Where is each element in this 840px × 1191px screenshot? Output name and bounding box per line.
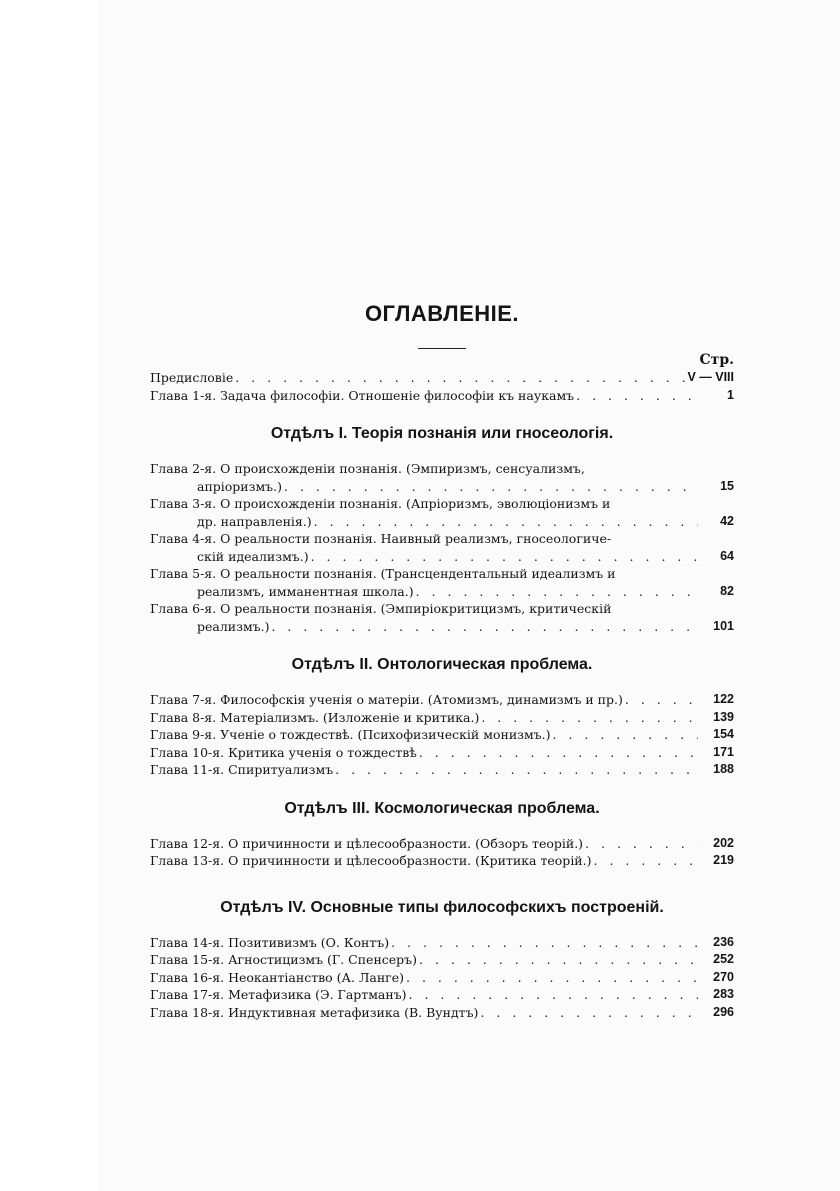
toc-entry-page: 188 — [713, 762, 734, 776]
toc-entry-line — [150, 761, 700, 779]
toc-entry[interactable] — [150, 387, 734, 405]
toc-entry-page: 1 — [727, 387, 734, 402]
toc-entry-text — [150, 600, 700, 635]
page-column-label: Стр. — [699, 352, 734, 368]
toc-entry-label: Глава 11-я. Спиритуализмъ — [150, 762, 334, 777]
dot-leader — [271, 618, 698, 636]
toc-entry-text — [150, 852, 700, 870]
toc-entry-text — [150, 709, 700, 727]
section-heading: Отдѣлъ I. Теорія познанія или гносеологія. — [270, 425, 614, 442]
toc-entry[interactable] — [150, 761, 734, 779]
toc-entry-page: 171 — [713, 744, 734, 759]
dot-leader — [576, 387, 698, 405]
section-spacer — [150, 444, 734, 460]
toc-entry-text — [150, 495, 700, 530]
toc-entry[interactable] — [150, 969, 734, 987]
dot-leader — [416, 583, 698, 601]
toc-entry-page: 283 — [713, 987, 734, 1001]
toc-entry-label: реализмъ, имманентная школа.) — [197, 583, 414, 599]
toc-entry-line — [150, 969, 700, 987]
toc-entry-label: апріоризмъ.) — [197, 478, 282, 494]
toc-entry-line — [150, 934, 700, 952]
toc-entry-label: Глава 4-я. О реальности познанія. Наивный реализмъ, гносеологиче- — [150, 531, 612, 546]
toc-entry-label: скій идеализмъ.) — [197, 548, 309, 564]
dot-leader — [409, 986, 698, 1004]
dot-leader — [406, 969, 698, 987]
front-matter-list — [150, 369, 734, 404]
toc-entry-label: Глава 6-я. О реальности познанія. (Эмпиріокритицизмъ, критическій — [150, 601, 612, 616]
toc-entry-line — [150, 478, 700, 496]
toc-entry[interactable] — [150, 951, 734, 969]
toc-entry-text — [150, 387, 700, 405]
toc-entry[interactable] — [150, 530, 734, 565]
toc-entry-page: 101 — [713, 618, 734, 633]
toc-entry[interactable] — [150, 460, 734, 495]
toc-entry-line — [150, 460, 700, 478]
toc-entry-label: Глава 7-я. Философскія ученія о матеріи. (Атомизмъ, динамизмъ и пр.) — [150, 692, 623, 707]
section-entry-list — [150, 835, 734, 870]
toc-entry-line — [150, 387, 700, 405]
dot-leader — [311, 548, 698, 566]
section-spacer — [150, 675, 734, 691]
section-entry-list — [150, 934, 734, 1022]
toc-entry-text — [150, 744, 700, 762]
toc-entry-label: Глава 17-я. Метафизика (Э. Гартманъ) — [150, 987, 407, 1002]
section-spacer — [150, 635, 734, 655]
toc-entry-text — [150, 835, 700, 853]
toc-entry-label: Глава 8-я. Матеріализмъ. (Изложеніе и критика.) — [150, 709, 480, 725]
dot-leader — [419, 951, 698, 969]
toc-entry[interactable] — [150, 495, 734, 530]
toc-entry-text — [150, 369, 687, 387]
toc-entry-line — [150, 709, 700, 727]
sections-container — [150, 404, 734, 1021]
toc-entry-text — [150, 969, 700, 987]
toc-entry-text — [150, 1004, 700, 1022]
toc-entry-page: 154 — [713, 727, 734, 741]
toc-entry[interactable] — [150, 852, 734, 870]
toc-entry-page: 252 — [713, 952, 734, 966]
page-title: ОГЛАВЛЕНІЕ. — [364, 301, 520, 326]
dot-leader — [585, 835, 698, 853]
section-heading: Отдѣлъ II. Онтологическая проблема. — [291, 656, 593, 673]
toc-entry[interactable] — [150, 691, 734, 709]
toc-entry-text — [150, 934, 700, 952]
toc-entry-text — [150, 986, 700, 1004]
toc-entry-label: Глава 15-я. Агностицизмъ (Г. Спенсеръ) — [150, 952, 418, 967]
toc-entry-page: 42 — [720, 513, 734, 528]
dot-leader — [553, 726, 699, 744]
dot-leader — [481, 709, 698, 727]
dot-leader — [235, 369, 685, 387]
toc-entry-label: др. направленія.) — [197, 513, 312, 529]
toc-entry-label: Глава 13-я. О причинности и цѣлесообразности. (Критика теорій.) — [150, 853, 592, 868]
toc-entry-line — [150, 726, 700, 744]
toc-entry-label: Предисловіе — [150, 370, 234, 385]
toc-entry-label: Глава 14-я. Позитивизмъ (О. Контъ) — [150, 934, 390, 950]
dot-leader — [314, 513, 698, 531]
toc-entry-text — [150, 761, 700, 779]
toc-entry[interactable] — [150, 726, 734, 744]
toc-entry[interactable] — [150, 986, 734, 1004]
toc-entry[interactable] — [150, 600, 734, 635]
toc-entry-page: V — VIII — [687, 370, 734, 384]
toc-entry[interactable] — [150, 709, 734, 727]
toc-entry-page: 202 — [713, 835, 734, 850]
toc-entry[interactable] — [150, 1004, 734, 1022]
toc-entry-label: Глава 18-я. Индуктивная метафизика (В. Вундтъ) — [150, 1004, 479, 1020]
toc-entry-page: 296 — [713, 1004, 734, 1019]
dot-leader — [391, 934, 698, 952]
toc-entry-page: 236 — [713, 934, 734, 949]
toc-entry[interactable] — [150, 835, 734, 853]
toc-entry-line — [150, 369, 687, 387]
section-entry-list — [150, 691, 734, 779]
section-spacer — [150, 819, 734, 835]
toc-entry-text — [150, 726, 700, 744]
toc-entry-label: Глава 5-я. О реальности познанія. (Трансцендентальный идеализмъ и — [150, 566, 616, 581]
toc-entry-label: Глава 9-я. Ученіе о тождествѣ. (Психофизическій монизмъ.) — [150, 727, 551, 742]
toc-entry-text — [150, 951, 700, 969]
toc-entry-line — [150, 691, 700, 709]
toc-entry-text — [150, 691, 700, 709]
dot-leader — [284, 478, 698, 496]
toc-entry-text — [150, 565, 700, 600]
toc-entry-label: Глава 1-я. Задача философіи. Отношеніе философіи къ наукамъ — [150, 387, 575, 403]
section-heading: Отдѣлъ III. Космологическая проблема. — [284, 799, 600, 817]
section-spacer — [150, 918, 734, 934]
toc-entry-line — [150, 530, 700, 548]
section-entry-list — [150, 460, 734, 635]
toc-entry-line — [150, 565, 700, 583]
toc-entry-label: реализмъ.) — [197, 618, 270, 634]
toc-entry-page: 139 — [713, 709, 734, 724]
dot-leader — [335, 761, 698, 779]
toc-entry-page: 219 — [713, 853, 734, 867]
toc-entry-line — [150, 986, 700, 1004]
dot-leader — [419, 744, 698, 762]
table-of-contents — [150, 300, 734, 1021]
section-heading: Отдѣлъ IV. Основные типы философскихъ построеній. — [220, 898, 664, 916]
toc-entry-page: 122 — [713, 692, 734, 706]
toc-entry[interactable] — [150, 744, 734, 762]
toc-entry-line — [150, 744, 700, 762]
toc-entry-line — [150, 513, 700, 531]
toc-entry-label: Глава 10-я. Критика ученія о тождествѣ — [150, 744, 417, 760]
toc-entry-label: Глава 3-я. О происхожденіи познанія. (Апріоризмъ, эволюціонизмъ и — [150, 496, 611, 511]
toc-entry-line — [150, 1004, 700, 1022]
toc-entry[interactable] — [150, 565, 734, 600]
toc-entry-line — [150, 951, 700, 969]
toc-entry-label: Глава 12-я. О причинности и цѣлесообразности. (Обзоръ теорій.) — [150, 835, 584, 851]
toc-entry-page: 82 — [720, 583, 734, 598]
toc-entry-page: 64 — [720, 548, 734, 563]
toc-entry[interactable] — [150, 934, 734, 952]
toc-entry-line — [150, 495, 700, 513]
toc-entry-line — [150, 583, 700, 601]
toc-entry-line — [150, 548, 700, 566]
dot-leader — [480, 1004, 698, 1022]
dot-leader — [594, 852, 699, 870]
section-spacer — [150, 779, 734, 799]
toc-entry-label: Глава 2-я. О происхожденіи познанія. (Эмпиризмъ, сенсуализмъ, — [150, 461, 585, 476]
toc-entry[interactable] — [150, 369, 734, 387]
toc-entry-page: 15 — [720, 478, 734, 493]
toc-entry-text — [150, 530, 700, 565]
toc-entry-line — [150, 618, 700, 636]
section-spacer — [150, 404, 734, 424]
toc-entry-line — [150, 835, 700, 853]
toc-entry-text — [150, 460, 700, 495]
toc-entry-page: 270 — [713, 969, 734, 984]
section-spacer — [150, 870, 734, 898]
title-rule — [418, 348, 466, 349]
dot-leader — [625, 691, 698, 709]
toc-entry-line — [150, 600, 700, 618]
toc-entry-label: Глава 16-я. Неокантіанство (А. Ланге) — [150, 969, 404, 985]
toc-entry-line — [150, 852, 700, 870]
